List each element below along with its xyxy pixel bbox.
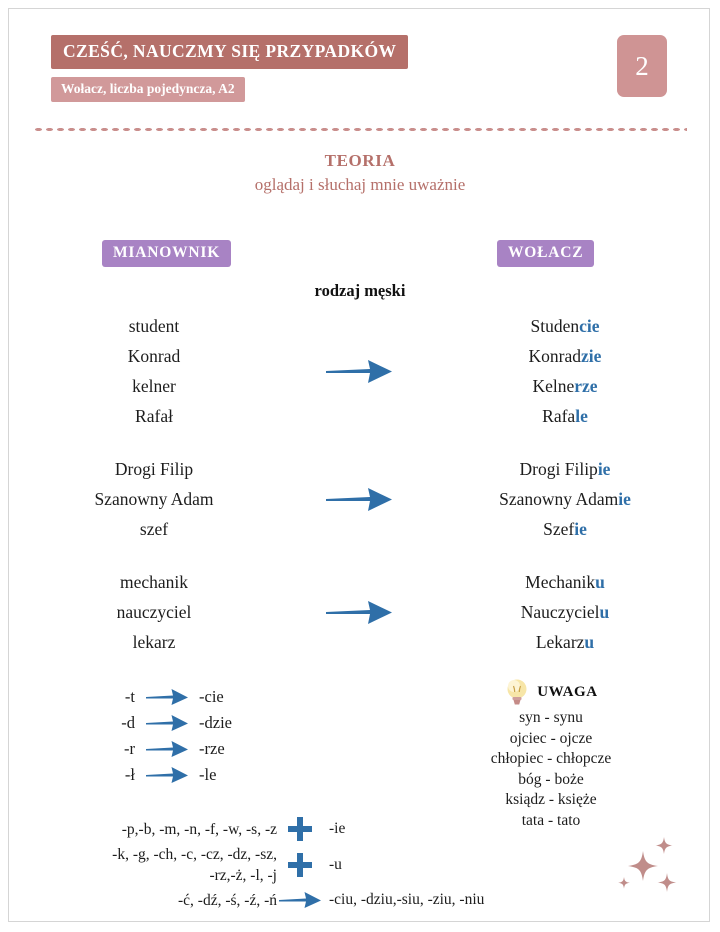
- group-2-vocative-list: [419, 454, 710, 544]
- uwaga-title: UWAGA: [537, 683, 598, 700]
- consonant-rule-row: [49, 843, 519, 887]
- vocative-stem: Mechanik: [525, 572, 596, 592]
- group-1-nominative-list: [9, 311, 299, 431]
- vocative-word: [419, 401, 710, 431]
- teoria-subheading: oglądaj i słuchaj mnie uważnie: [254, 175, 466, 194]
- group-1-arrow: [299, 356, 419, 386]
- vocative-word: [419, 597, 710, 627]
- consonant-rules-table: [49, 815, 519, 913]
- vocative-stem: Nauczyciel: [520, 602, 600, 622]
- word-group-3: [9, 567, 710, 657]
- worksheet-page: [8, 8, 710, 922]
- ending-rules-list: [97, 684, 232, 788]
- vocative-ending: u: [584, 632, 595, 652]
- nominative-word: nauczyciel: [116, 602, 192, 622]
- consonant-rule-row: [49, 815, 519, 843]
- consonant-rule-result: -ie: [329, 820, 346, 837]
- nominative-word: Konrad: [127, 346, 181, 366]
- ending-rule-row: [97, 684, 232, 710]
- uwaga-item: tata - tato: [521, 811, 581, 829]
- ending-rule-from: -ł: [124, 765, 135, 784]
- vocative-ending: u: [595, 572, 605, 592]
- vocative-stem: Rafa: [542, 406, 576, 426]
- column-header-mianownik: MIANOWNIK: [102, 240, 231, 267]
- ending-rule-to: -dzie: [199, 713, 232, 732]
- arrow-right-icon: [143, 765, 191, 785]
- teoria-section: [9, 151, 710, 195]
- nominative-word: mechanik: [119, 572, 189, 592]
- uwaga-item: bóg - boże: [518, 770, 584, 788]
- uwaga-item: ojciec - ojcze: [509, 729, 593, 747]
- vocative-stem: Drogi Filip: [519, 459, 598, 479]
- arrow-right-icon: [277, 890, 323, 910]
- lightbulb-icon: [504, 677, 530, 707]
- ending-rule-from: -t: [124, 687, 135, 706]
- uwaga-items: [441, 708, 661, 831]
- ending-rule-from: -r: [124, 739, 135, 758]
- vocative-word: [419, 567, 710, 597]
- arrow-right-icon: [324, 597, 394, 627]
- arrow-right-icon: [143, 739, 191, 759]
- vocative-ending: rze: [574, 376, 598, 396]
- group-2-nominative-list: [9, 454, 299, 544]
- vocative-word: [419, 341, 710, 371]
- vocative-word: [419, 627, 710, 657]
- nominative-word: student: [128, 316, 180, 336]
- vocative-ending: zie: [581, 346, 602, 366]
- sparkle-decoration: [617, 835, 687, 897]
- page-number-badge: 2: [617, 35, 667, 97]
- dotted-divider: [33, 127, 687, 132]
- group-3-nominative-list: [9, 567, 299, 657]
- vocative-stem: Kelne: [532, 376, 575, 396]
- plus-icon: [277, 814, 323, 844]
- sparkles-icon: [617, 835, 687, 897]
- worksheet-subtitle: Wołacz, liczba pojedyncza, A2: [51, 77, 245, 102]
- arrow-right-icon: [143, 713, 191, 733]
- ending-rule-to: -rze: [199, 739, 225, 758]
- uwaga-item: chłopiec - chłopcze: [490, 750, 612, 767]
- ending-rule-to: -cie: [199, 687, 224, 706]
- ending-rule-row: [97, 710, 232, 736]
- gender-label: rodzaj męski: [314, 281, 406, 300]
- vocative-stem: Szef: [543, 519, 575, 539]
- arrow-right-icon: [324, 356, 394, 386]
- teoria-heading: TEORIA: [324, 151, 396, 170]
- group-1-vocative-list: [419, 311, 710, 431]
- vocative-ending: le: [575, 406, 588, 426]
- vocative-stem: Szanowny Adam: [499, 489, 619, 509]
- group-2-arrow: [299, 484, 419, 514]
- ending-rule-row: [97, 762, 232, 788]
- consonant-rule-endings: -ć, -dź, -ś, -ź, -ń: [178, 891, 277, 909]
- arrow-right-icon: [324, 484, 394, 514]
- arrow-right-icon: [143, 687, 191, 707]
- nominative-word: Drogi Filip: [114, 459, 194, 479]
- vocative-ending: cie: [579, 316, 600, 336]
- consonant-rule-result: -ciu, -dziu,-siu, -ziu, -niu: [329, 891, 485, 908]
- vocative-stem: Studen: [530, 316, 580, 336]
- uwaga-note: [441, 677, 661, 831]
- vocative-word: [419, 454, 710, 484]
- vocative-ending: ie: [597, 459, 611, 479]
- vocative-word: [419, 514, 710, 544]
- vocative-stem: Lekarz: [535, 632, 585, 652]
- nominative-word: Szanowny Adam: [94, 489, 214, 509]
- word-group-2: [9, 454, 710, 544]
- uwaga-item: syn - synu: [519, 709, 583, 726]
- nominative-word: kelner: [132, 376, 176, 396]
- vocative-ending: u: [599, 602, 610, 622]
- consonant-rule-endings: -k, -g, -ch, -c, -cz, -dz, -sz, -rz,-ż, -l, -j: [112, 846, 277, 884]
- word-group-1: [9, 311, 710, 431]
- worksheet-title: CZEŚĆ, NAUCZMY SIĘ PRZYPADKÓW: [51, 35, 408, 69]
- nominative-word: lekarz: [132, 632, 176, 652]
- group-3-vocative-list: [419, 567, 710, 657]
- consonant-rule-row: [49, 887, 519, 913]
- ending-rule-from: -d: [121, 713, 135, 732]
- vocative-ending: ie: [618, 489, 631, 509]
- consonant-rule-endings: -p,-b, -m, -n, -f, -w, -s, -z: [121, 820, 277, 838]
- nominative-word: szef: [139, 519, 169, 539]
- ending-rule-row: [97, 736, 232, 762]
- uwaga-header: [441, 677, 661, 707]
- consonant-rule-result: -u: [329, 856, 342, 873]
- vocative-word: [419, 311, 710, 341]
- group-3-arrow: [299, 597, 419, 627]
- vocative-word: [419, 371, 710, 401]
- plus-icon: [277, 850, 323, 880]
- ending-rule-to: -le: [199, 765, 217, 784]
- nominative-word: Rafał: [135, 406, 173, 426]
- vocative-word: [419, 484, 710, 514]
- vocative-ending: ie: [574, 519, 587, 539]
- column-header-wolacz: WOŁACZ: [497, 240, 594, 267]
- vocative-stem: Konrad: [528, 346, 582, 366]
- uwaga-item: ksiądz - księże: [505, 791, 597, 808]
